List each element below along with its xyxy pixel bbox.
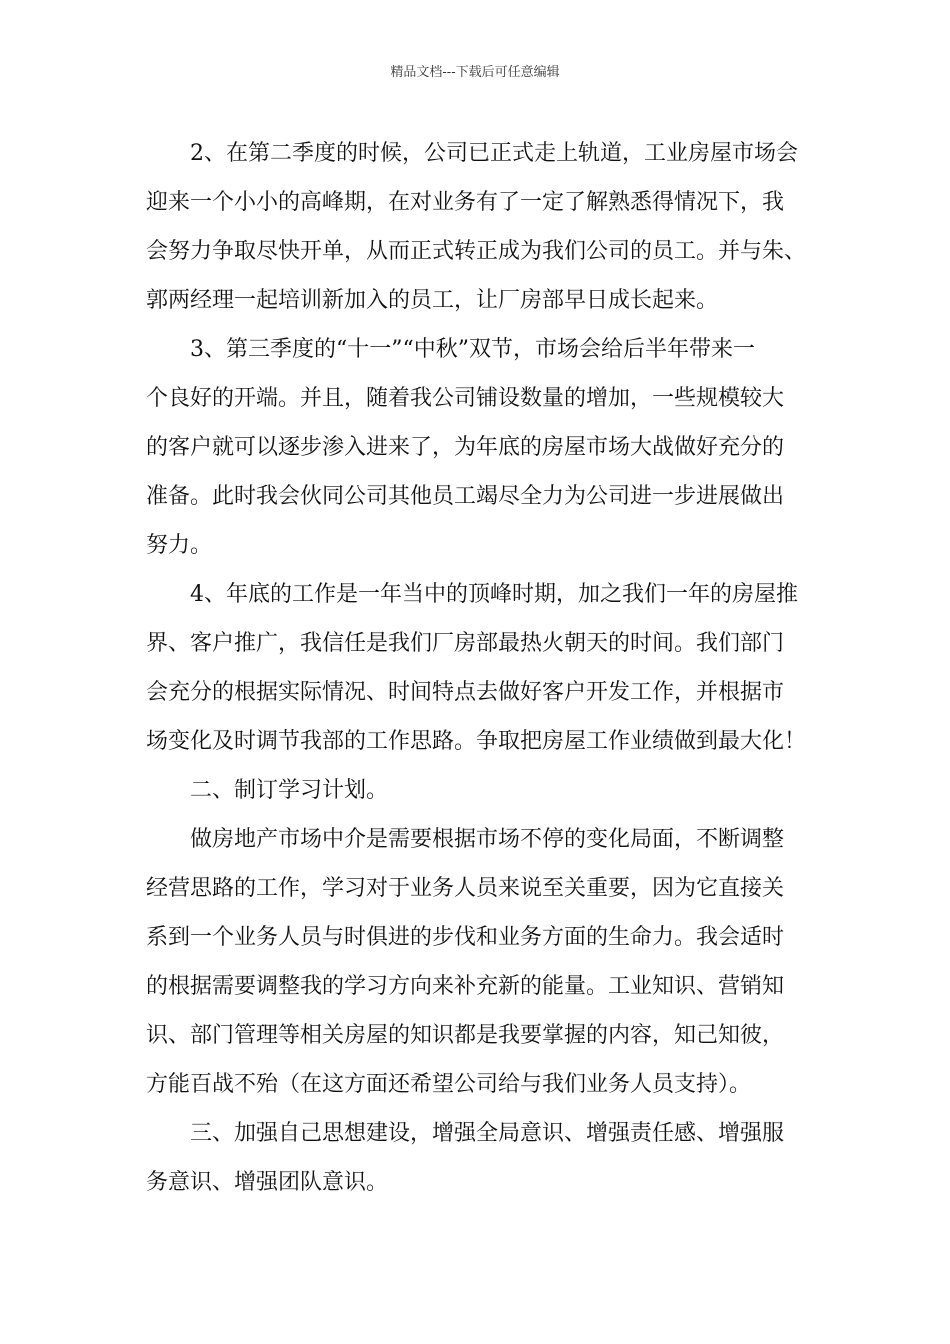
text-line: 准备。此时我会伙同公司其他员工竭尽全力为公司进一步进展做出 <box>146 484 785 509</box>
paragraph-q3 <box>146 325 826 570</box>
paragraph-year-end <box>146 570 826 766</box>
text-line: 二、制订学习计划。 <box>190 778 389 803</box>
page-header: 精品文档---下载后可任意编辑 <box>390 65 560 80</box>
text-line: 识、部门管理等相关房屋的知识都是我要掌握的内容，知己知彼， <box>146 1023 785 1048</box>
text-line: 会充分的根据实际情况、时间特点去做好客户开发工作，并根据市 <box>146 680 785 705</box>
text-line: 3、第三季度的“十一”“中秋”双节，市场会给后半年带来一 <box>190 337 755 362</box>
text-line: 的客户就可以逐步渗入进来了，为年底的房屋市场大战做好充分的 <box>146 435 785 460</box>
text-line: 界、客户推广，我信任是我们厂房部最热火朝天的时间。我们部门 <box>146 631 785 656</box>
section-heading-ideology <box>146 1109 826 1207</box>
text-line: 做房地产市场中介是需要根据市场不停的变化局面，不断调整 <box>190 827 785 852</box>
text-line: 努力。 <box>146 533 213 558</box>
section-heading-study-plan <box>146 766 826 815</box>
text-line: 郭两经理一起培训新加入的员工，让厂房部早日成长起来。 <box>146 288 719 313</box>
text-line: 2、在第二季度的时候，公司已正式走上轨道，工业房屋市场会 <box>190 141 798 166</box>
text-line: 务意识、增强团队意识。 <box>146 1170 389 1195</box>
text-line: 的根据需要调整我的学习方向来补充新的能量。工业知识、营销知 <box>146 974 785 999</box>
text-line: 方能百战不殆（在这方面还希望公司给与我们业务人员支持）。 <box>146 1072 752 1097</box>
text-line: 场变化及时调节我部的工作思路。争取把房屋工作业绩做到最大化！ <box>146 729 807 754</box>
text-line: 迎来一个小小的高峰期，在对业务有了一定了解熟悉得情况下，我 <box>146 190 785 215</box>
text-line: 4、年底的工作是一年当中的顶峰时期，加之我们一年的房屋推 <box>190 582 798 607</box>
paragraph-q2 <box>146 129 826 325</box>
text-line: 三、加强自己思想建设，增强全局意识、增强责任感、增强服 <box>190 1121 785 1146</box>
text-line: 会努力争取尽快开单，从而正式转正成为我们公司的员工。并与朱、 <box>146 239 807 264</box>
text-line: 个良好的开端。并且，随着我公司铺设数量的增加，一些规模较大 <box>146 386 785 411</box>
paragraph-study <box>146 815 826 1109</box>
document-body <box>146 129 826 1207</box>
text-line: 经营思路的工作，学习对于业务人员来说至关重要，因为它直接关 <box>146 876 785 901</box>
text-line: 系到一个业务人员与时俱进的步伐和业务方面的生命力。我会适时 <box>146 925 785 950</box>
